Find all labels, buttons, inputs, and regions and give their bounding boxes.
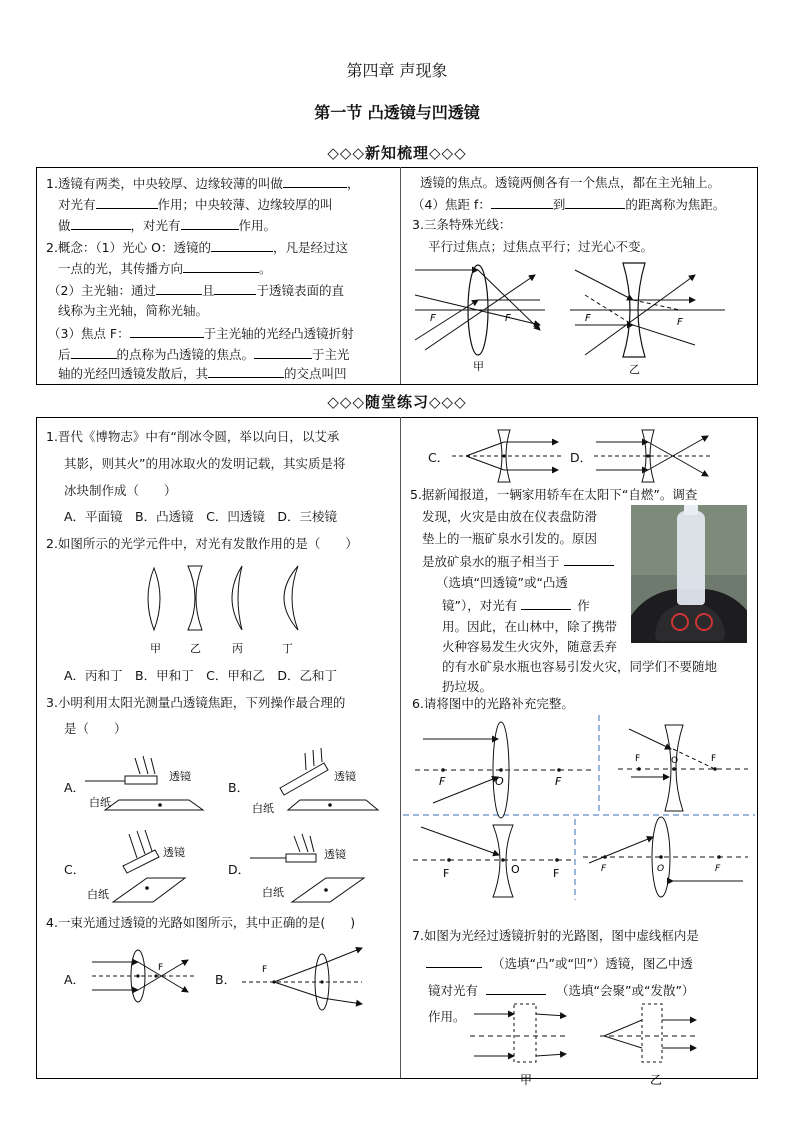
q4-figure-a bbox=[88, 940, 198, 1012]
blank[interactable] bbox=[565, 195, 625, 209]
q6-concave-3 bbox=[413, 825, 571, 897]
blank[interactable] bbox=[486, 981, 546, 995]
knowledge-heading: ◇◇◇新知梳理◇◇◇ bbox=[327, 144, 467, 162]
blank[interactable] bbox=[96, 195, 158, 209]
paper-label: 白纸 bbox=[87, 888, 109, 901]
k-l10b: 的交点叫凹 bbox=[284, 366, 347, 381]
blank[interactable] bbox=[521, 596, 571, 610]
focus-label: F bbox=[601, 864, 607, 874]
special-rays-diagram bbox=[405, 255, 745, 380]
k-r3: 3.三条特殊光线： bbox=[412, 217, 512, 232]
fig-label-yi: 乙 bbox=[629, 363, 640, 376]
q7-fig-yi bbox=[600, 1004, 698, 1087]
element-bing bbox=[232, 566, 242, 630]
focus-label: F bbox=[635, 754, 641, 764]
paper-label: 白纸 bbox=[262, 886, 284, 899]
fig-label-jia: 甲 bbox=[520, 1073, 533, 1087]
q3-line1: 3.小明利用太阳光测量凸透镜焦距，下列操作最合理的 bbox=[46, 695, 346, 710]
focus-label: F bbox=[443, 867, 450, 880]
q6-convex-4 bbox=[583, 817, 748, 897]
q4-opt-d[interactable]: D． bbox=[570, 450, 593, 465]
q4-opt-a[interactable]: A． bbox=[64, 972, 86, 987]
label-yi: 乙 bbox=[190, 642, 201, 655]
q1-line1: 1.晋代《博物志》中有“削冰令圆，举以向日，以艾承 bbox=[46, 429, 340, 444]
q4-line: 4.一束光通过透镜的光路如图所示，其中正确的是( ) bbox=[46, 915, 356, 930]
q3-figure-a bbox=[85, 748, 210, 818]
focus-label: F bbox=[715, 864, 721, 874]
q5-line4: 是放矿泉水的瓶子相当于 bbox=[422, 554, 560, 569]
car-dashboard-photo bbox=[631, 505, 747, 643]
k-l9b: 的点称为凸透镜的焦点。 bbox=[116, 347, 255, 362]
q6-figures bbox=[403, 715, 755, 900]
q5-line6b: 作 bbox=[577, 598, 590, 613]
q6-convex-1 bbox=[415, 722, 593, 818]
q4-figure-b bbox=[238, 940, 368, 1012]
k-l6a: （2）主光轴：通过 bbox=[48, 283, 156, 298]
q3-opt-a[interactable]: A． bbox=[64, 780, 86, 795]
blank[interactable] bbox=[130, 324, 204, 338]
focus-label: F bbox=[439, 775, 446, 788]
water-bottle bbox=[677, 511, 705, 605]
q7-line1: 7.如图为光经过透镜折射的光路图，图中虚线框内是 bbox=[412, 928, 699, 943]
q7-line2: （选填“凸”或“凹”）透镜，图乙中透 bbox=[492, 956, 693, 971]
q5-line2: 发现，火灾是由放在仪表盘防滑 bbox=[422, 509, 598, 524]
k-l3a: 做 bbox=[58, 218, 71, 233]
label-bing: 丙 bbox=[232, 642, 243, 655]
optical-center-label: O bbox=[657, 864, 665, 874]
blank[interactable] bbox=[183, 259, 259, 273]
k-r2a: （4）焦距 f： bbox=[412, 197, 491, 212]
chapter-title: 第四章 声现象 bbox=[346, 61, 448, 80]
blank[interactable] bbox=[564, 552, 614, 566]
label-ding: 丁 bbox=[282, 642, 293, 655]
q7-figures bbox=[470, 998, 700, 1090]
q5-line6: 镜”），对光有 bbox=[442, 598, 518, 613]
focus-label: F bbox=[430, 313, 436, 324]
lens-label: 透镜 bbox=[163, 846, 185, 859]
k-l4a: 2.概念：（1）光心 O：透镜的 bbox=[46, 240, 211, 255]
q4-opt-c[interactable]: C． bbox=[428, 450, 450, 465]
blank[interactable] bbox=[71, 345, 117, 359]
q3-line2: 是（ ） bbox=[64, 721, 127, 736]
blank[interactable] bbox=[181, 216, 239, 230]
focus-label: F bbox=[555, 775, 562, 788]
q3-opt-d[interactable]: D． bbox=[228, 862, 251, 877]
q2-line: 2.如图所示的光学元件中，对光有发散作用的是（ ） bbox=[46, 536, 358, 551]
q2-optics-figure bbox=[140, 558, 320, 658]
q5-line7: 用。因此，在山林中，除了携带 bbox=[442, 619, 618, 634]
k-l1b: ， bbox=[346, 176, 360, 191]
k-l6c: 于透镜表面的直 bbox=[256, 283, 344, 298]
focus-label: F bbox=[553, 867, 560, 880]
k-l10a: 轴的光经凹透镜发散后，其 bbox=[58, 366, 209, 381]
q4-figure-d bbox=[590, 428, 715, 483]
k-l2a: 对光有 bbox=[58, 197, 96, 212]
q5-line1: 5.据新闻报道，一辆家用轿车在太阳下“自燃”。调查 bbox=[410, 487, 698, 502]
element-yi bbox=[188, 566, 202, 630]
element-jia bbox=[148, 568, 160, 630]
optical-center-label: O bbox=[671, 756, 679, 766]
k-l9a: 后 bbox=[58, 347, 71, 362]
q6-concave-2 bbox=[618, 725, 748, 811]
q6-line: 6.请将图中的光路补充完整。 bbox=[412, 696, 574, 711]
blank[interactable] bbox=[283, 174, 347, 188]
lens-label: 透镜 bbox=[169, 770, 191, 783]
k-r1: 透镜的焦点。透镜两侧各有一个焦点，都在主光轴上。 bbox=[420, 175, 721, 190]
focus-label: F bbox=[505, 313, 511, 324]
focus-label: F bbox=[711, 754, 717, 764]
optical-center-label: O bbox=[495, 775, 504, 788]
k-l5b: 。 bbox=[259, 261, 272, 276]
q4-opt-b[interactable]: B． bbox=[215, 972, 237, 987]
q3-figure-b bbox=[250, 748, 380, 820]
blank[interactable] bbox=[214, 281, 256, 295]
q5-line9: 的有水矿泉水瓶也容易引发火灾，同学们不要随地 bbox=[442, 659, 718, 674]
practice-divider bbox=[400, 417, 401, 1078]
k-l5a: 一点的光，其传播方向 bbox=[58, 261, 184, 276]
k-l9c: 于主光 bbox=[312, 347, 350, 362]
lens-label: 透镜 bbox=[334, 770, 356, 783]
paper-label: 白纸 bbox=[89, 796, 111, 809]
blank[interactable] bbox=[254, 345, 312, 359]
k-l3b: ，对光有 bbox=[130, 218, 181, 233]
q3-opt-b[interactable]: B． bbox=[228, 780, 250, 795]
focus-label: F bbox=[677, 317, 683, 328]
q2-options[interactable]: A．丙和丁 B．甲和丁 C．甲和乙 D．乙和丁 bbox=[64, 668, 337, 683]
blank[interactable] bbox=[208, 364, 284, 378]
q3-figure-c bbox=[85, 826, 205, 906]
label-jia: 甲 bbox=[150, 642, 161, 655]
fig-label-jia: 甲 bbox=[473, 360, 484, 373]
k-l3c: 作用。 bbox=[238, 218, 277, 233]
k-l7: 线称为主光轴，简称光轴。 bbox=[58, 303, 209, 318]
knowledge-divider bbox=[400, 167, 401, 384]
blank[interactable] bbox=[426, 954, 482, 968]
k-l4b: ，凡是经过这 bbox=[272, 240, 348, 255]
fig-label-yi: 乙 bbox=[650, 1073, 663, 1087]
k-r4: 平行过焦点；过焦点平行；过光心不变。 bbox=[428, 239, 654, 254]
q3-opt-c[interactable]: C． bbox=[64, 862, 86, 877]
q1-line3: 冰块制作成（ ） bbox=[64, 483, 177, 498]
focus-label: F bbox=[158, 963, 164, 973]
optical-center-label: O bbox=[511, 863, 520, 876]
k-l8a: （3）焦点 F： bbox=[48, 326, 130, 341]
blank[interactable] bbox=[156, 281, 202, 295]
q1-line2: 其影，则其火”的用冰取火的发明记载，其实质是将 bbox=[64, 456, 346, 471]
section-title: 第一节 凸透镜与凹透镜 bbox=[314, 103, 480, 122]
q7-line4: 作用。 bbox=[428, 1009, 466, 1024]
paper-label: 白纸 bbox=[252, 802, 274, 815]
k-r2b: 到 bbox=[552, 197, 566, 212]
q5-line3: 垫上的一瓶矿泉水引发的。原因 bbox=[422, 531, 598, 546]
convex-lens-figure bbox=[415, 265, 545, 373]
concave-lens-figure bbox=[570, 263, 725, 376]
q5-line10: 扔垃圾。 bbox=[442, 679, 493, 694]
lens-label: 透镜 bbox=[324, 848, 346, 861]
q4-figure-c bbox=[448, 428, 568, 483]
focus-label: F bbox=[262, 965, 268, 975]
q7-line3: 镜对光有 bbox=[428, 983, 479, 998]
q5-line8: 火种容易发生火灾外，随意丢弃 bbox=[442, 639, 618, 654]
q7-fig-jia bbox=[470, 1004, 566, 1087]
blank[interactable] bbox=[71, 216, 131, 230]
practice-heading: ◇◇◇随堂练习◇◇◇ bbox=[327, 393, 467, 411]
k-r2c: 的距离称为焦距。 bbox=[625, 197, 726, 212]
k-l1: 1.透镜有两类，中央较厚、边缘较薄的叫做 bbox=[46, 176, 283, 191]
focus-label: F bbox=[585, 313, 591, 324]
k-l6b: 且 bbox=[201, 283, 215, 298]
blank[interactable] bbox=[491, 195, 553, 209]
element-ding bbox=[284, 566, 298, 630]
blank[interactable] bbox=[211, 238, 273, 252]
q3-figure-d bbox=[250, 826, 380, 906]
q7-line3b: （选填“会聚”或“发散”） bbox=[556, 983, 695, 998]
k-l8b: 于主光轴的光经凸透镜折射 bbox=[203, 326, 354, 341]
k-l2b: 作用；中央较薄、边缘较厚的叫 bbox=[157, 197, 333, 212]
q5-line5: （选填“凹透镜”或“凸透 bbox=[436, 575, 568, 590]
q1-options[interactable]: A．平面镜 B．凸透镜 C．凹透镜 D．三棱镜 bbox=[64, 509, 337, 524]
